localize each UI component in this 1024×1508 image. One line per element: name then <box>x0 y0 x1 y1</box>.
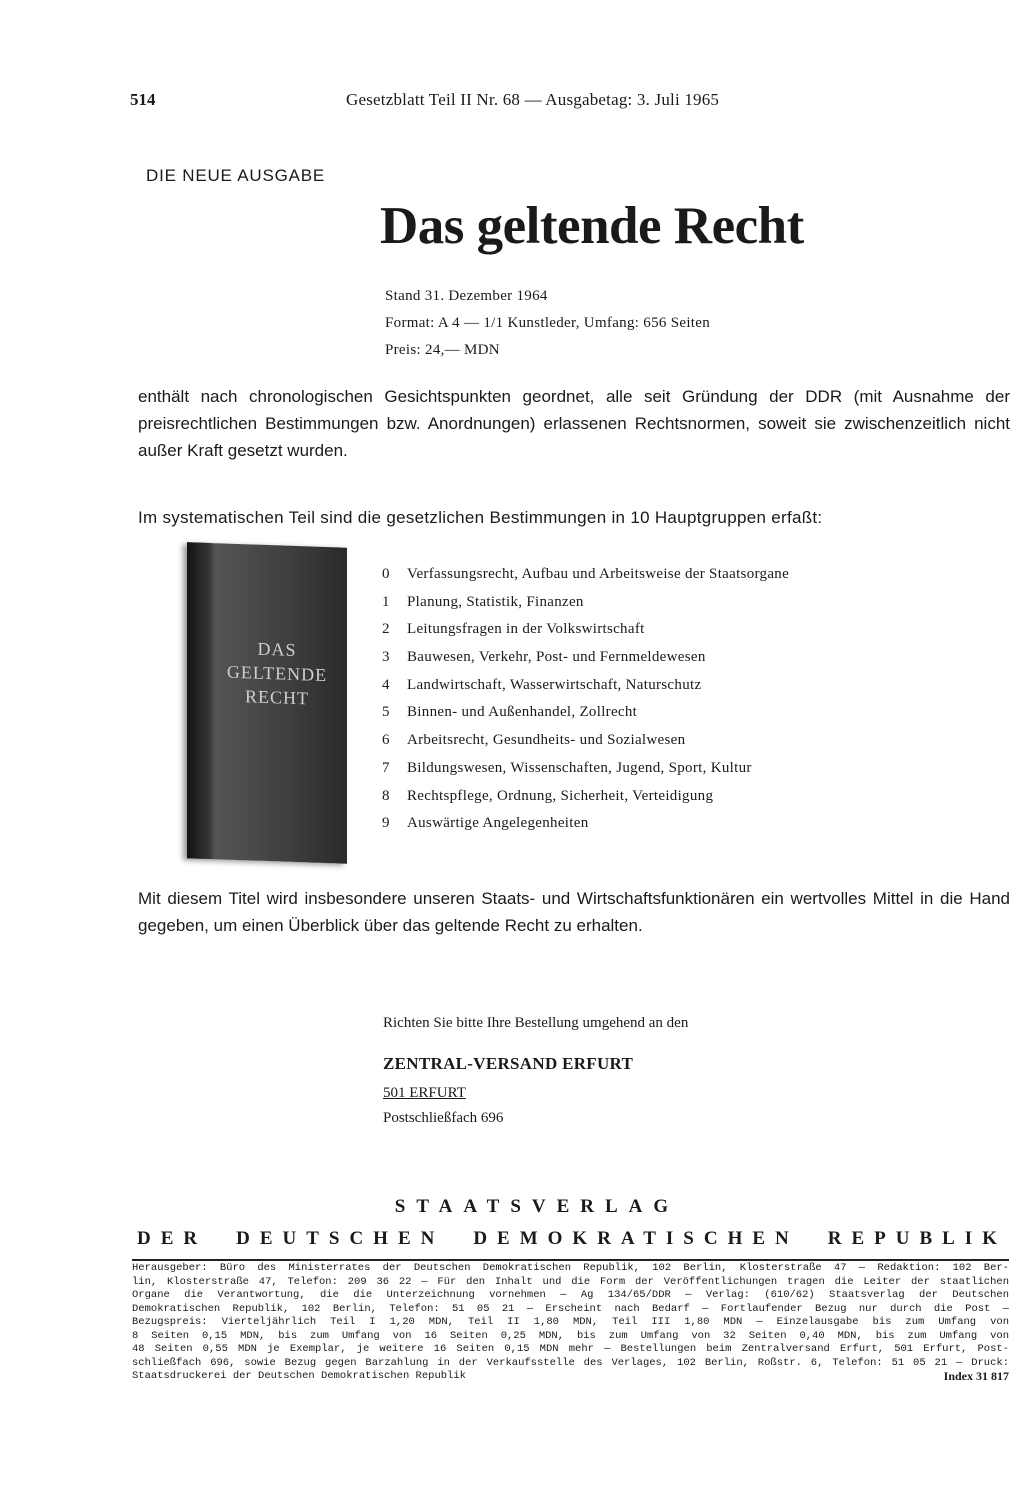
description-paragraph: enthält nach chronologischen Gesichtspunkten geordnet, alle seit Gründung der DDR (mit Ausnahme der preisrechtlichen Bestimmungen bzw. Anordnungen) erlassenen Rechtsnormen, soweit sie zwischenzeitlich nicht außer Kraft gesetzt wurden. <box>138 387 1010 460</box>
list-item: 1 Planung, Statistik, Finanzen <box>382 593 584 610</box>
meta-stand: Stand 31. Dezember 1964 <box>385 288 548 304</box>
main-groups-list <box>382 566 789 843</box>
imprint-line: 48 Seiten 0,55 MDN je Exemplar, je weitere 16 Seiten 0,15 MDN mehr — Bestellungen beim Zentralversand Erfurt, 501 Erfurt, Post- <box>132 1343 1009 1355</box>
order-company: ZENTRAL-VERSAND ERFURT <box>383 1054 634 1073</box>
page-title: Das geltende Recht <box>380 197 804 255</box>
book-cover-image <box>187 542 347 864</box>
book-spine <box>187 542 211 859</box>
groups-intro: Im systematischen Teil sind die gesetzlichen Bestimmungen in 10 Hauptgruppen erfaßt: <box>138 508 823 527</box>
publisher-subtitle: DER DEUTSCHEN DEMOKRATISCHEN REPUBLIK <box>137 1228 1007 1249</box>
meta-format: Format: A 4 — 1/1 Kunstleder, Umfang: 656 Seiten <box>385 315 711 331</box>
order-instruction: Richten Sie bitte Ihre Bestellung umgehend an den <box>383 1015 689 1031</box>
page-header <box>130 90 1010 116</box>
book-cover-title: DAS GELTENDE RECHT <box>226 638 328 709</box>
order-city: 501 ERFURT <box>383 1085 466 1101</box>
list-item: 8 Rechtspflege, Ordnung, Sicherheit, Verteidigung <box>382 787 714 804</box>
publisher-name: STAATSVERLAG <box>394 1196 680 1217</box>
imprint-line: Herausgeber: Büro des Ministerrates der Deutschen Demokratischen Republik, 102 Berlin, Klosterstraße 47 — Redaktion: 102 Ber- <box>132 1262 1009 1274</box>
list-item: 6 Arbeitsrecht, Gesundheits- und Sozialwesen <box>382 732 686 749</box>
imprint-line: schließfach 696, sowie Bezug gegen Barzahlung in der Verkaufsstelle des Verlages, 102 Berlin, Roßstr. 6, Telefon: 51 05 21 — Druck: <box>132 1356 1009 1369</box>
imprint-block <box>132 1262 1009 1384</box>
imprint-line: Bezugspreis: Vierteljährlich Teil I 1,20 MDN, Teil II 1,80 MDN, Teil III 1,80 MDN — Einzelausgabe bis zum Umfang von <box>132 1316 1009 1328</box>
imprint-line: Demokratischen Republik, 102 Berlin, Telefon: 51 05 21 — Erscheint nach Bedarf — Fortlaufender Bezug nur durch die Post — <box>132 1302 1009 1315</box>
list-item: 2 Leitungsfragen in der Volkswirtschaft <box>382 621 645 638</box>
closing-paragraph: Mit diesem Titel wird insbesondere unseren Staats- und Wirtschaftsfunktionären ein wertvolles Mittel in die Hand gegeben, um einen Überblick über das geltende Recht zu erhalten. <box>138 889 1010 935</box>
list-item: 5 Binnen- und Außenhandel, Zollrecht <box>382 704 638 721</box>
imprint-last-line: Staatsdruckerei der Deutschen Demokratischen Republik Index 31 817 <box>132 1369 1009 1383</box>
imprint-divider <box>132 1259 1009 1261</box>
list-item: 7 Bildungswesen, Wissenschaften, Jugend, Sport, Kultur <box>382 759 752 776</box>
list-item: 3 Bauwesen, Verkehr, Post- und Fernmeldewesen <box>382 649 706 666</box>
imprint-line: 8 Seiten 0,15 MDN, bis zum Umfang von 16 Seiten 0,25 MDN, bis zum Umfang von 32 Seiten 0,40 MDN, bis zum Umfang von <box>132 1329 1009 1342</box>
gazette-info: Gesetzblatt Teil II Nr. 68 — Ausgabetag: 3. Juli 1965 <box>346 90 720 109</box>
page-number: 514 <box>130 90 156 109</box>
index-number: Index 31 817 <box>943 1369 1009 1383</box>
list-item: 0 Verfassungsrecht, Aufbau und Arbeitsweise der Staatsorgane <box>382 566 790 582</box>
order-pobox: Postschließfach 696 <box>383 1110 504 1126</box>
kicker-label: DIE NEUE AUSGABE <box>146 166 326 185</box>
list-item: 9 Auswärtige Angelegenheiten <box>382 815 589 832</box>
meta-price: Preis: 24,— MDN <box>385 342 500 358</box>
imprint-line: Organe die Verantwortung, die die Unterzeichnung vornehmen — Ag 134/65/DDR — Verlag: (610/62) Staatsverlag der Deutschen <box>132 1289 1009 1301</box>
imprint-line: lin, Klosterstraße 47, Telefon: 209 36 22 — Für den Inhalt und die Form der Veröffentlichungen tragen die Leiter der staatlichen <box>132 1275 1009 1288</box>
list-item: 4 Landwirtschaft, Wasserwirtschaft, Naturschutz <box>382 676 702 693</box>
